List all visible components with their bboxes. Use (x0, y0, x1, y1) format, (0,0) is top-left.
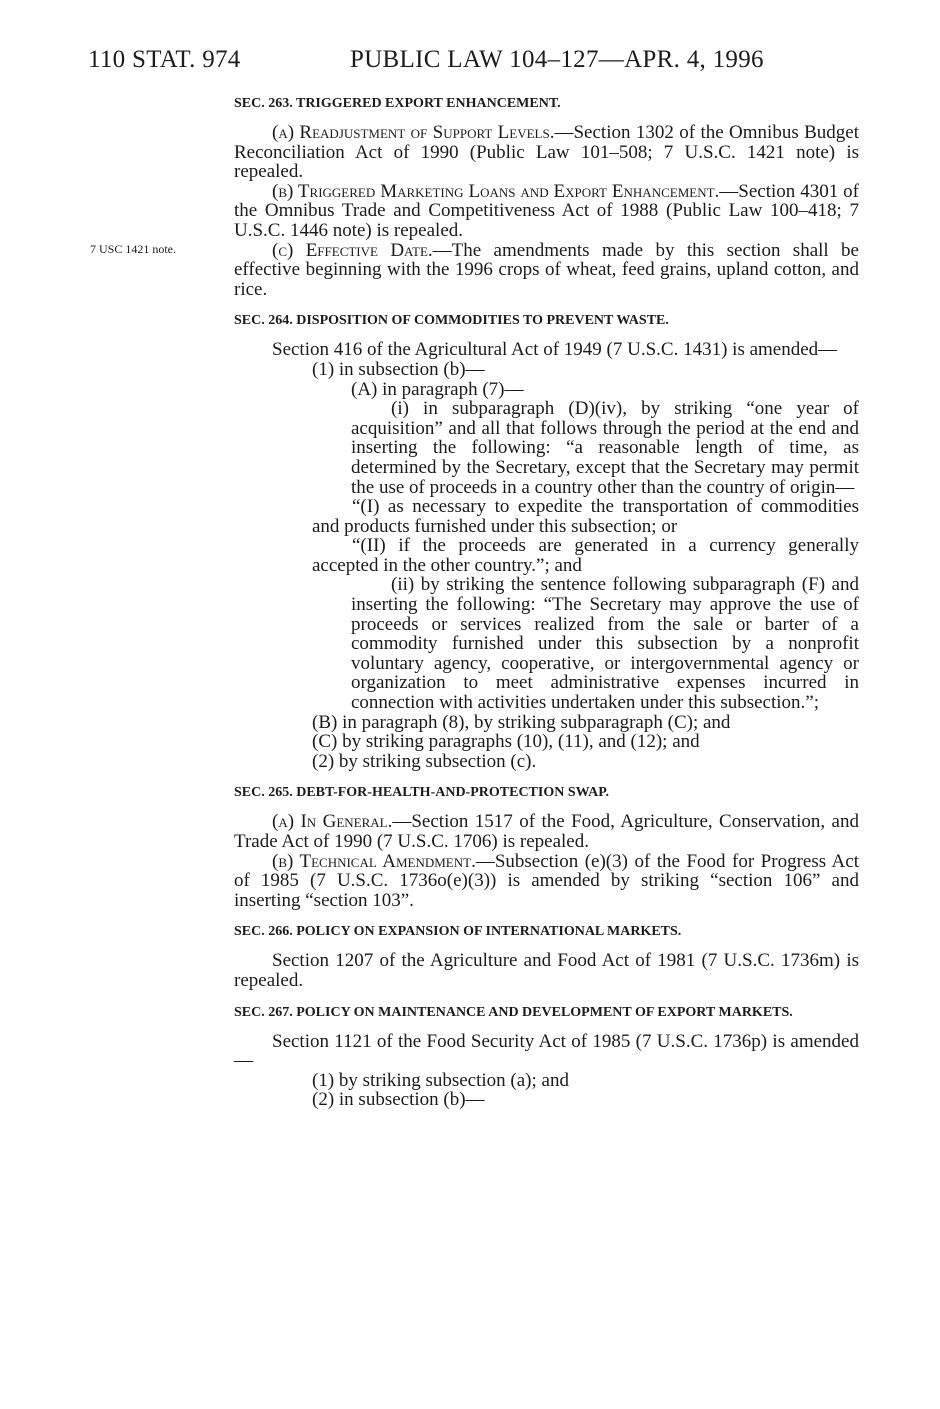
sec264-para-2: (2) by striking subsection (c). (312, 750, 537, 772)
sec267-intro: Section 1121 of the Food Security Act of 1985 (7 U.S.C. 1736p) is amended— (234, 1030, 859, 1072)
sec264-para-i: (i) in subparagraph (D)(iv), by striking “one year of acquisition” and all that follows through the period at the end and inserting the following: “a reasonable length of time, as determined by the Secretary, except that the Secretary may permit the use of proceeds in a country other than the country of origin— (351, 398, 859, 498)
sec263-c: (c) Effective Date.—The amendments made by this section shall be effective beginning with the 1996 crops of wheat, feed grains, upland cotton, and rice. (234, 239, 859, 300)
sec263-a: (a) Readjustment of Support Levels.—Section 1302 of the Omnibus Budget Reconciliation Act of 1990 (Public Law 101–508; 7 U.S.C. 1421 note) is repealed. (234, 122, 859, 183)
sec264-para-1: (1) in subsection (b)— (312, 358, 485, 380)
sec267-para-2: (2) in subsection (b)— (312, 1089, 485, 1111)
sec265-b: (b) Technical Amendment.—Subsection (e)(3) of the Food for Progress Act of 1985 (7 U.S.C. 1736o(e)(3)) is amended by striking “section 106” and inserting “section 103”. (234, 850, 859, 911)
section-267-heading: SEC. 267. POLICY ON MAINTENANCE AND DEVELOPMENT OF EXPORT MARKETS. (234, 1004, 793, 1020)
section-263-heading: SEC. 263. TRIGGERED EXPORT ENHANCEMENT. (234, 96, 561, 111)
sec264-para-B: (B) in paragraph (8), by striking subparagraph (C); and (312, 711, 731, 733)
section-265-heading: SEC. 265. DEBT-FOR-HEALTH-AND-PROTECTION SWAP. (234, 785, 609, 801)
sec267-para-1: (1) by striking subsection (a); and (312, 1069, 569, 1091)
sec265-a: (a) In General.—Section 1517 of the Food, Agriculture, Conservation, and Trade Act of 1990 (7 U.S.C. 1706) is repealed. (234, 811, 859, 852)
sec264-para-A: (A) in paragraph (7)— (351, 378, 524, 400)
page-header (88, 46, 860, 82)
document-body (234, 95, 859, 1110)
law-title: PUBLIC LAW 104–127—APR. 4, 1996 (350, 46, 764, 73)
stat-page-number: 110 STAT. 974 (88, 46, 241, 73)
section-264-heading: SEC. 264. DISPOSITION OF COMMODITIES TO PREVENT WASTE. (234, 313, 669, 329)
section-266-heading: SEC. 266. POLICY ON EXPANSION OF INTERNATIONAL MARKETS. (234, 924, 682, 940)
sec264-para-I: “(I) as necessary to expedite the transportation of commodities and products furnished under this subsection; or (312, 496, 859, 537)
sec264-para-II: “(II) if the proceeds are generated in a currency generally accepted in the other country.”; and (312, 535, 859, 576)
sec264-intro: Section 416 of the Agricultural Act of 1949 (7 U.S.C. 1431) is amended— (272, 339, 838, 361)
sec266-text: Section 1207 of the Agriculture and Food Act of 1981 (7 U.S.C. 1736m) is repealed. (234, 950, 859, 991)
sec264-para-C: (C) by striking paragraphs (10), (11), and (12); and (312, 731, 700, 753)
margin-note: 7 USC 1421 note. (90, 242, 177, 256)
sec263-b: (b) Triggered Marketing Loans and Export Enhancement.—Section 4301 of the Omnibus Trade and Competitiveness Act of 1988 (Public Law 100–418; 7 U.S.C. 1446 note) is repealed. (234, 180, 859, 241)
sec264-para-ii: (ii) by striking the sentence following subparagraph (F) and inserting the following: “The Secretary may approve the use of proceeds or services realized from the sale or barter of a commodity furnished under this subsection by a nonprofit voluntary agency, cooperative, or intergovernmental agency or organization to meet administrative expenses incurred in connection with activities undertaken under this subsection.”; (351, 574, 859, 714)
